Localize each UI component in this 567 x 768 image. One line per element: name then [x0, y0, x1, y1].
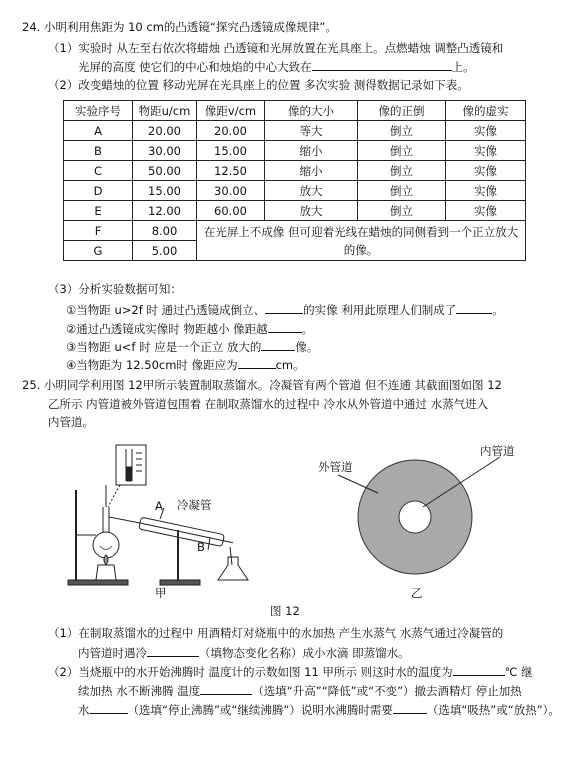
table-cell: 50.00	[133, 161, 197, 181]
q24-header: 24. 小明利用焦距为 10 cm的凸透镜“探究凸透镜成像规律”。	[22, 20, 337, 34]
q24-part1-line2	[78, 59, 475, 74]
q25-sub1-line1: （1）在制取蒸馏水的过程中 用酒精灯对烧瓶中的水加热 产生水蒸气 水蒸气通过冷凝管的	[48, 626, 504, 640]
table-cell: 15.00	[133, 181, 197, 201]
table-cell: 倒立	[358, 181, 446, 201]
q25-sub1-line2	[78, 645, 410, 660]
label-condenser: 冷凝管	[177, 498, 212, 512]
table-header-cell: 实验序号	[64, 101, 133, 121]
answer-blank-height[interactable]	[312, 59, 452, 71]
table-cell: 60.00	[197, 201, 265, 221]
table-cell: 实像	[446, 161, 526, 181]
table-cell: 15.00	[197, 141, 265, 161]
table-row	[64, 161, 526, 181]
table-cell: 倒立	[358, 161, 446, 181]
table-cell: 8.00	[133, 221, 197, 241]
sub1-text-b: （填物态变化名称）成小水滴 即蒸馏水。	[199, 646, 410, 660]
flask-icon	[93, 532, 119, 558]
sub2-text-f: （选填“停止沸腾”或“继续沸腾”）说明水沸腾时需要	[127, 703, 393, 717]
analysis-3-text-b: 像。	[295, 340, 319, 354]
q24-analysis-1	[66, 302, 504, 317]
table-cell: 5.00	[133, 241, 197, 261]
alcohol-lamp-icon	[96, 565, 116, 580]
table-cell: 12.50	[197, 161, 265, 181]
table-cell: 20.00	[197, 121, 265, 141]
q25-line3: 内管道。	[48, 415, 94, 429]
table-cell: 实像	[446, 141, 526, 161]
table-cell: 倒立	[358, 121, 446, 141]
table-cell: 20.00	[133, 121, 197, 141]
q24-analysis-2	[66, 321, 313, 336]
table-row	[64, 141, 526, 161]
answer-blank-image-distance[interactable]	[238, 357, 276, 369]
q24-analysis-4	[66, 357, 305, 372]
table-cell: 放大	[265, 181, 358, 201]
receiving-flask-icon	[218, 557, 248, 580]
analysis-4-text-a: ④当物距为 12.50cm时 像距应为	[66, 358, 238, 372]
table-cell: F	[64, 221, 133, 241]
table-cell: E	[64, 201, 133, 221]
caption-yi: 乙	[411, 586, 423, 600]
table-cell: 12.00	[133, 201, 197, 221]
label-a: A	[155, 499, 163, 513]
answer-blank-state-change[interactable]	[147, 645, 199, 657]
table-cell: 倒立	[358, 201, 446, 221]
q24-part1-end: 上。	[451, 60, 475, 74]
answer-blank-image-size[interactable]	[265, 302, 303, 314]
table-row	[64, 221, 526, 241]
answer-blank-device[interactable]	[456, 302, 492, 314]
answer-blank-temperature[interactable]	[453, 664, 505, 676]
table-cell: 实像	[446, 121, 526, 141]
inner-pipe	[399, 501, 431, 533]
q25-line2: 乙所示 内管道被外管道包围着 在制取蒸馏水的过程中 冷水从外管道中通过 水蒸气进入	[48, 397, 489, 411]
sub1-text-a: 内管道时遇冷	[78, 646, 147, 660]
q24-analysis-3	[66, 339, 318, 354]
q25-sub2-line1	[48, 664, 533, 679]
q24-part2: （2）改变蜡烛的位置 移动光屏在光具座上的位置 多次实验 测得数据记录如下表。	[48, 78, 469, 92]
table-cell: G	[64, 241, 133, 261]
table-row	[64, 201, 526, 221]
figure-12	[60, 435, 540, 610]
table-cell: D	[64, 181, 133, 201]
analysis-1-text-b: 的实像 利用此原理人们制成了	[303, 303, 457, 317]
table-header-cell: 像的虚实	[446, 101, 526, 121]
table-cell: C	[64, 161, 133, 181]
q25-sub2-line3	[78, 702, 560, 717]
analysis-1-text-a: ①当物距 u>2f 时 通过凸透镜成倒立、	[66, 303, 266, 317]
label-inner-pipe: 内管道	[480, 444, 515, 458]
sub2-text-g: （选填“吸热”或“放热”）。	[426, 703, 560, 717]
label-b: B	[197, 540, 205, 554]
condenser-cross-section	[338, 457, 500, 574]
table-cell: 30.00	[197, 181, 265, 201]
table-cell: 30.00	[133, 141, 197, 161]
table-cell: 等大	[265, 121, 358, 141]
q25-line1: 25. 小明同学利用图 12甲所示装置制取蒸馏水。冷凝管有两个管道 但不连通 其截面图如图 12	[22, 378, 502, 392]
answer-blank-image-type[interactable]	[261, 339, 295, 351]
experiment-table	[63, 100, 526, 261]
table-header-row	[64, 101, 526, 121]
caption-jia: 甲	[155, 586, 167, 600]
sub2-text-e: 水	[78, 703, 90, 717]
analysis-2-text-b: 。	[301, 322, 314, 336]
table-cell: 缩小	[265, 141, 358, 161]
answer-blank-boiling[interactable]	[90, 702, 128, 714]
q25-sub2-line2	[78, 683, 522, 698]
answer-blank-heat[interactable]	[393, 702, 427, 714]
table-cell: A	[64, 121, 133, 141]
table-cell: 放大	[265, 201, 358, 221]
answer-blank-distance[interactable]	[268, 321, 302, 333]
table-cell: B	[64, 141, 133, 161]
label-outer-pipe: 外管道	[318, 460, 353, 474]
sub2-text-d: （选填“升高”“降低”或“不变”）撤去酒精灯 停止加热	[252, 684, 522, 698]
table-cell: 缩小	[265, 161, 358, 181]
table-header-cell: 像的正倒	[358, 101, 446, 121]
table-cell: 实像	[446, 181, 526, 201]
sub2-text-c: 续加热 水不断沸腾 温度	[78, 684, 201, 698]
q24-part1-line1: （1）实验时 从左至右依次将蜡烛 凸透镜和光屏放置在光具座上。点燃蜡烛 调整凸透镜和	[48, 41, 504, 55]
q24-part3: （3）分析实验数据可知：	[48, 282, 182, 296]
condenser-icon	[139, 517, 234, 548]
distillation-apparatus	[68, 445, 248, 585]
table-header-cell: 像的大小	[265, 101, 358, 121]
table-row	[64, 121, 526, 141]
sub2-text-a: （2）当烧瓶中的水开始沸腾时 温度计的示数如图 11 甲所示 则这时水的温度为	[48, 665, 453, 679]
table-row	[64, 181, 526, 201]
table-header-cell: 像距v/cm	[197, 101, 265, 121]
table-cell: 实像	[446, 201, 526, 221]
answer-blank-temp-change[interactable]	[200, 683, 252, 695]
figure-caption: 图 12	[270, 604, 300, 618]
sub2-text-b: ℃ 继	[504, 665, 533, 679]
table-header-cell: 物距u/cm	[133, 101, 197, 121]
table-cell: 倒立	[358, 141, 446, 161]
analysis-4-text-b: cm。	[275, 358, 305, 372]
q24-part1-text: 光屏的高度 使它们的中心和烛焰的中心大致在	[78, 60, 312, 74]
analysis-1-text-c: 。	[492, 303, 504, 317]
analysis-2-text-a: ②通过凸透镜成实像时 物距越小 像距越	[66, 322, 268, 336]
analysis-3-text-a: ③当物距 u<f 时 应是一个正立 放大的	[66, 340, 262, 354]
table-merged-note: 在光屏上不成像 但可迎着光线在蜡烛的同侧看到一个正立放大的像。	[197, 221, 526, 261]
